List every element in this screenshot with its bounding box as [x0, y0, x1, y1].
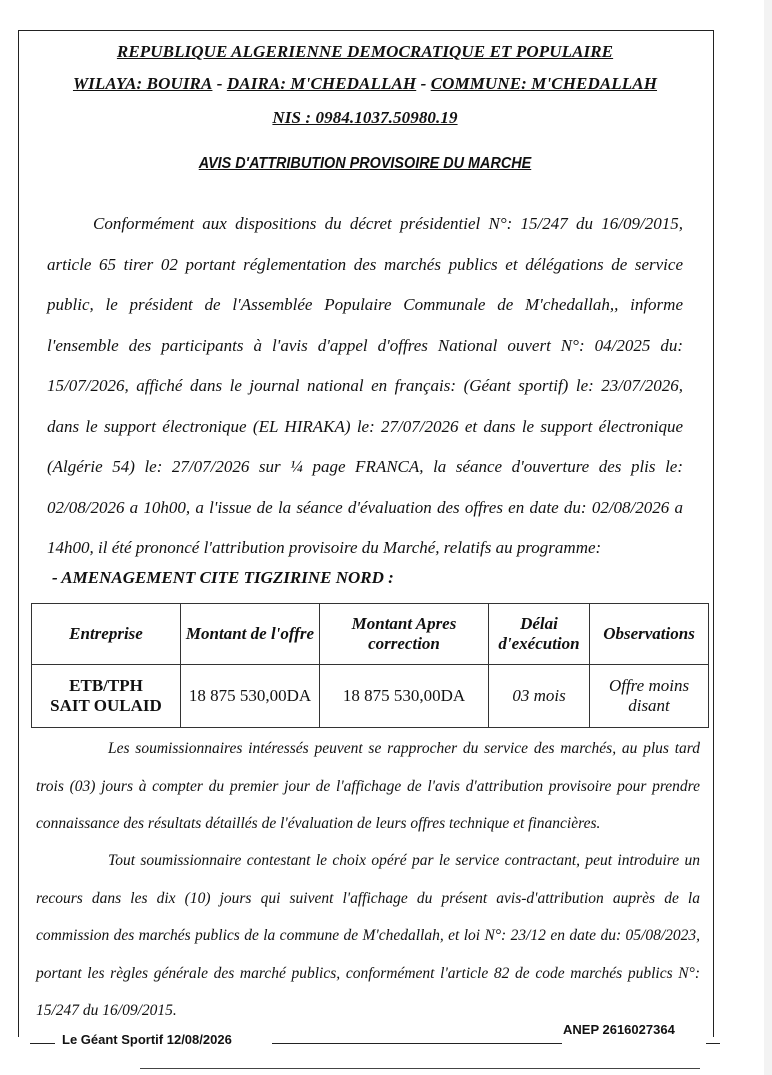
cell-observations: Offre moins disant	[590, 665, 709, 728]
daira-label: DAIRA: M'CHEDALLAH	[226, 74, 417, 93]
bottom-rule	[140, 1068, 700, 1069]
header-observations: Observations	[590, 604, 709, 665]
consultation-note: Les soumissionnaires intéressés peuvent se rapprocher du service des marchés, au plus tard trois (03) jours à compter du premier jour de l'affichage de l'avis d'attribution provisoire pour prendre connaissance des résultats détaillés de l'évaluation de leurs offres technique et financières.	[36, 740, 700, 832]
notice-title: AVIS D'ATTRIBUTION PROVISOIRE DU MARCHE	[198, 155, 532, 172]
footer-rule-right	[706, 1043, 720, 1044]
commune-label: COMMUNE: M'CHEDALLAH	[430, 74, 658, 93]
body-paragraph: Conformément aux dispositions du décret présidentiel N°: 15/247 du 16/09/2015, article 65 tirer 02 portant réglementation des marchés publics et délégations de service public, le président de l'Assemblée Populaire Communale de M'chedallah,, informe l'ensemble des participants à l'avis d'appel d'offres National ouvert N°: 04/2025 du: 15/07/2026, affiché dans le journal national en français: (Géant sportif) le: 23/07/2026, dans le support électronique (EL HIRAKA) le: 27/07/2026 et dans le support électronique (Algérie 54) le: 27/07/2026 sur ¼ page FRANCA, la séance d'ouverture des plis le: 02/08/2026 a 10h00, a l'issue de la séance d'évaluation des offres en date du: 02/08/2026 a 14h00, il été prononcé l'attribution provisoire du Marché, relatifs au programme:	[47, 214, 683, 557]
scan-edge	[764, 0, 772, 1075]
table-row	[32, 665, 709, 728]
entreprise-line1: ETB/TPH	[69, 676, 143, 695]
wilaya-label: WILAYA: BOUIRA	[72, 74, 213, 93]
award-table	[31, 603, 709, 728]
footer-rule-left	[30, 1043, 55, 1044]
header-montant-offre: Montant de l'offre	[181, 604, 320, 665]
republic-heading: REPUBLIQUE ALGERIENNE DEMOCRATIQUE ET POPULAIRE	[116, 42, 614, 61]
entreprise-line2: SAIT OULAID	[50, 696, 162, 715]
header-montant-correction: Montant Apres correction	[320, 604, 489, 665]
cell-delai: 03 mois	[489, 665, 590, 728]
footer-anep-ref: ANEP 2616027364	[563, 1022, 675, 1037]
table-header-row	[32, 604, 709, 665]
cell-entreprise	[32, 665, 181, 728]
header-delai: Délai d'exécution	[489, 604, 590, 665]
cell-montant-offre: 18 875 530,00DA	[181, 665, 320, 728]
footer-rule-middle	[272, 1043, 562, 1044]
footer-publication: Le Géant Sportif 12/08/2026	[62, 1032, 232, 1047]
location-heading: WILAYA: BOUIRA - DAIRA: M'CHEDALLAH - COMMUNE: M'CHEDALLAH	[72, 74, 658, 93]
programme-label: - AMENAGEMENT CITE TIGZIRINE NORD :	[52, 568, 394, 587]
header-entreprise: Entreprise	[32, 604, 181, 665]
cell-montant-correction: 18 875 530,00DA	[320, 665, 489, 728]
recourse-note: Tout soumissionnaire contestant le choix opéré par le service contractant, peut introduire un recours dans les dix (10) jours qui suivent l'affichage du présent avis-d'attribution auprès de la commission des marchés publics de la commune de M'chedallah, et loi N°: 23/12 en date du: 05/08/2023, portant les règles générale des marché publics, conformément l'article 82 de code marchés publics N°: 15/247 du 16/09/2015.	[36, 852, 700, 1019]
nis-heading: NIS : 0984.1037.50980.19	[272, 108, 458, 127]
